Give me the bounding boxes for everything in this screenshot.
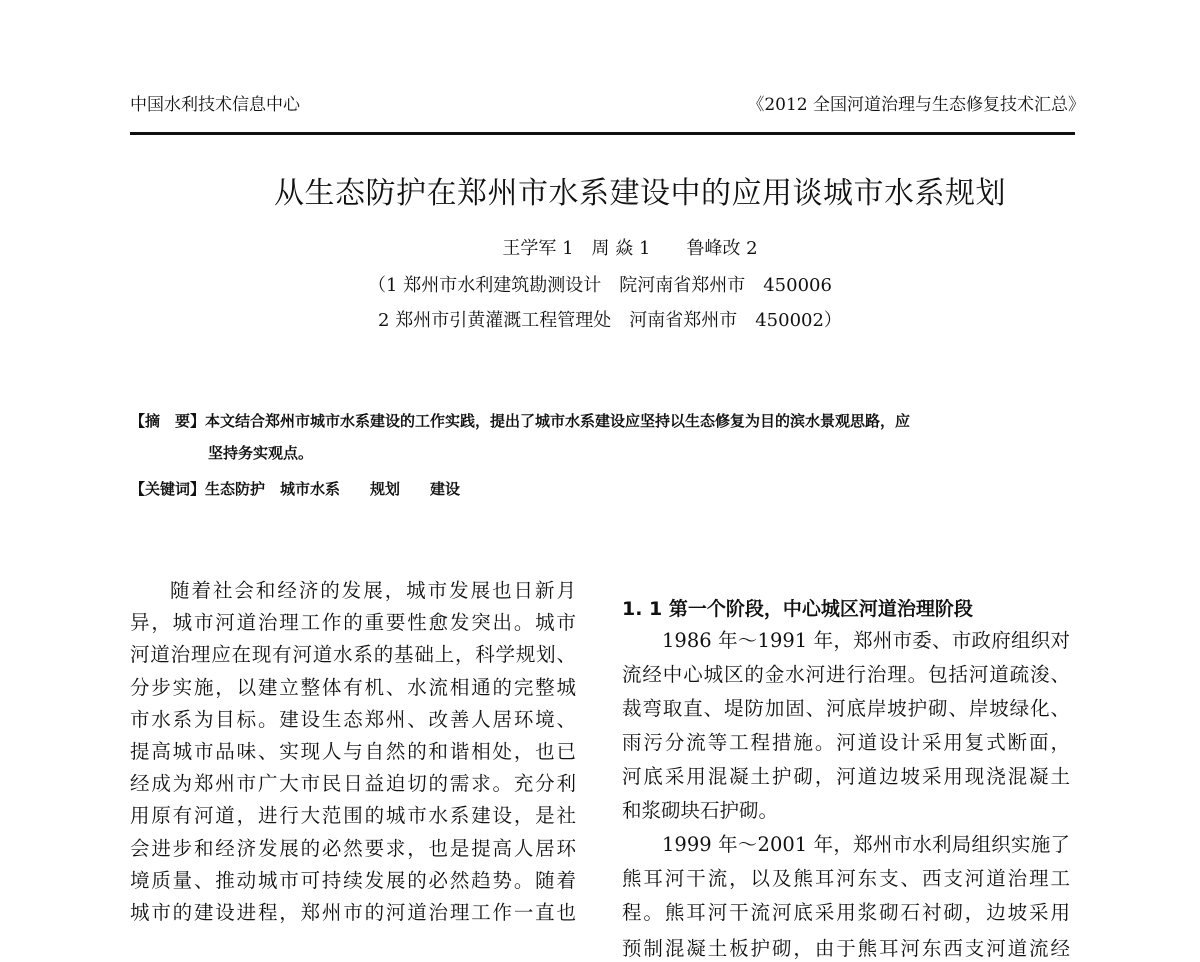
- body-line: 河底采用混凝土护砌，河道边坡采用现浇混凝土: [622, 765, 1070, 788]
- affiliation-1: （1 郑州市水利建筑勘测设计 院河南省郑州市 450006: [368, 275, 832, 296]
- body-line: 随着社会和经济的发展，城市发展也日新月: [170, 579, 576, 602]
- body-line: 异，城市河道治理工作的重要性愈发突出。城市: [130, 611, 576, 634]
- body-line: 分步实施，以建立整体有机、水流相通的完整城: [130, 676, 576, 699]
- body-line-cut: 预制混凝土板护砌，由于熊耳河东西支河道流经: [622, 937, 1070, 960]
- body-line: 1999 年～2001 年，郑州市水利局组织实施了: [662, 833, 1070, 856]
- body-line: 雨污分流等工程措施。河道设计采用复式断面，: [622, 731, 1070, 754]
- body-line: 流经中心城区的金水河进行治理。包括河道疏浚、: [622, 663, 1070, 686]
- body-line: 河道治理应在现有河道水系的基础上，科学规划、: [130, 643, 576, 666]
- body-line: 用原有河道，进行大范围的城市水系建设，是社: [130, 804, 576, 827]
- body-line: 熊耳河干流，以及熊耳河东支、西支河道治理工: [622, 867, 1070, 890]
- body-line: 1986 年～1991 年，郑州市委、市政府组织对: [662, 629, 1070, 652]
- section-heading-1-1: 1. 1 第一个阶段，中心城区河道治理阶段: [622, 598, 973, 620]
- body-line: 会进步和经济发展的必然要求，也是提高人居环: [130, 837, 576, 860]
- header-rule: [130, 132, 1075, 135]
- body-line: 和浆砌块石护砌。: [622, 799, 779, 822]
- body-line: 裁弯取直、堤防加固、河底岸坡护砌、岸坡绿化、: [622, 697, 1070, 720]
- body-line: 境质量、推动城市可持续发展的必然趋势。随着: [130, 869, 576, 892]
- body-line: 城市的建设进程，郑州市的河道治理工作一直也: [130, 901, 576, 924]
- body-line: 提高城市品味、实现人与自然的和谐相处，也已: [130, 740, 576, 763]
- abstract-line-2: 坚持务实观点。: [208, 444, 314, 462]
- abstract-line-1: 【摘 要】本文结合郑州市城市水系建设的工作实践，提出了城市水系建设应坚持以生态修复为目的滨水景观思路，应: [130, 412, 911, 430]
- running-header-right: 《2012 全国河道治理与生态修复技术汇总》: [747, 95, 1085, 115]
- paper-title: 从生态防护在郑州市水系建设中的应用谈城市水系规划: [274, 176, 1006, 211]
- keywords: 【关键词】生态防护 城市水系 规划 建设: [130, 480, 461, 498]
- running-header-left: 中国水利技术信息中心: [130, 95, 300, 115]
- body-line: 程。熊耳河干流河底采用浆砌石衬砌，边坡采用: [622, 901, 1070, 924]
- body-line: 经成为郑州市广大市民日益迫切的需求。充分利: [130, 772, 576, 795]
- body-line: 市水系为目标。建设生态郑州、改善人居环境、: [130, 708, 576, 731]
- affiliation-2: 2 郑州市引黄灌溉工程管理处 河南省郑州市 450002）: [378, 310, 842, 331]
- authors: 王学军 1 周 焱 1 鲁峰改 2: [502, 238, 758, 259]
